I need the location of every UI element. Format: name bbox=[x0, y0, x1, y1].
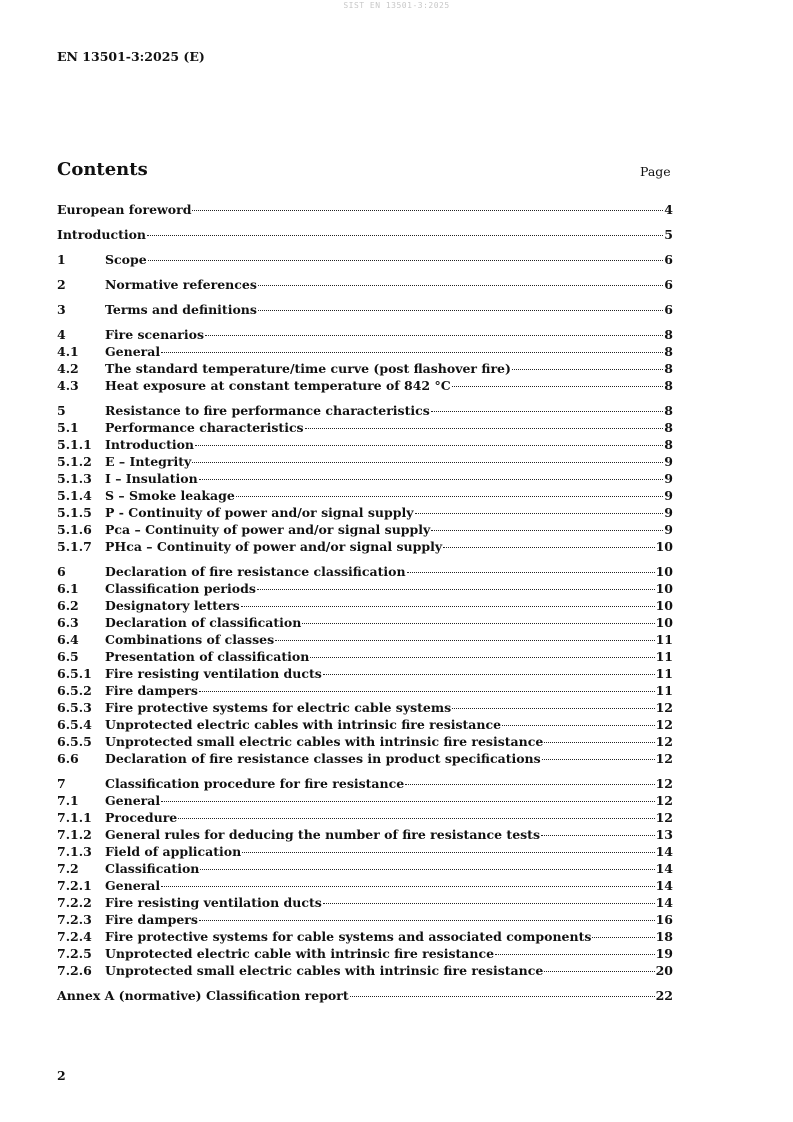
toc-entry[interactable] bbox=[57, 809, 673, 826]
toc-entry-page: 14 bbox=[655, 861, 673, 876]
dot-leader bbox=[323, 903, 655, 904]
toc-entry-number: 7.2.6 bbox=[57, 963, 92, 978]
toc-entry-title: Performance characteristics bbox=[105, 420, 304, 435]
dot-leader bbox=[205, 335, 663, 336]
toc-entry-page: 4 bbox=[664, 202, 673, 217]
toc-entry[interactable] bbox=[57, 504, 673, 521]
toc-entry[interactable] bbox=[57, 201, 673, 218]
toc-entry[interactable] bbox=[57, 699, 673, 716]
toc-entry-number: 6.6 bbox=[57, 751, 79, 766]
toc-entry-title: Declaration of classification bbox=[105, 615, 302, 630]
toc-group bbox=[57, 987, 673, 1004]
toc-entry[interactable] bbox=[57, 419, 673, 436]
toc-entry[interactable] bbox=[57, 843, 673, 860]
toc-entry-number: 4.2 bbox=[57, 361, 79, 376]
toc-entry-number: 3 bbox=[57, 302, 66, 317]
toc-entry-number: 6.3 bbox=[57, 615, 79, 630]
toc-entry[interactable] bbox=[57, 775, 673, 792]
toc-entry[interactable] bbox=[57, 614, 673, 631]
toc-entry-page: 12 bbox=[655, 810, 673, 825]
toc-entry-title: Fire dampers bbox=[105, 912, 198, 927]
dot-leader bbox=[350, 996, 655, 997]
dot-leader bbox=[258, 285, 663, 286]
dot-leader bbox=[257, 589, 655, 590]
dot-leader bbox=[407, 572, 655, 573]
toc-entry-number: 6.1 bbox=[57, 581, 79, 596]
toc-entry-page: 12 bbox=[655, 734, 673, 749]
toc-entry-number: 7.1.3 bbox=[57, 844, 92, 859]
dot-leader bbox=[302, 623, 654, 624]
toc-entry-title: Classification periods bbox=[105, 581, 256, 596]
toc-entry-page: 8 bbox=[664, 361, 673, 376]
page-number: 2 bbox=[57, 1068, 66, 1083]
toc-entry-page: 10 bbox=[655, 615, 673, 630]
toc-entry[interactable] bbox=[57, 987, 673, 1004]
toc-entry-number: 7.1 bbox=[57, 793, 79, 808]
toc-entry-page: 18 bbox=[655, 929, 673, 944]
toc-entry-page: 14 bbox=[655, 844, 673, 859]
dot-leader bbox=[199, 920, 655, 921]
toc-entry-page: 14 bbox=[655, 895, 673, 910]
dot-leader bbox=[592, 937, 654, 938]
toc-entry-number: 5.1.4 bbox=[57, 488, 92, 503]
toc-entry[interactable] bbox=[57, 301, 673, 318]
toc-entry[interactable] bbox=[57, 521, 673, 538]
toc-group bbox=[57, 251, 673, 268]
toc-entry-page: 16 bbox=[655, 912, 673, 927]
toc-entry-number: 6.2 bbox=[57, 598, 79, 613]
toc-entry-page: 13 bbox=[655, 827, 673, 842]
toc-entry-title: S – Smoke leakage bbox=[105, 488, 235, 503]
toc-entry-page: 12 bbox=[655, 751, 673, 766]
dot-leader bbox=[310, 657, 654, 658]
toc-entry-title: I – Insulation bbox=[105, 471, 198, 486]
toc-entry-number: 6.4 bbox=[57, 632, 79, 647]
dot-leader bbox=[161, 886, 654, 887]
toc-entry-number: 7.2.3 bbox=[57, 912, 92, 927]
toc-entry[interactable] bbox=[57, 631, 673, 648]
dot-leader bbox=[431, 530, 663, 531]
toc-entry[interactable] bbox=[57, 945, 673, 962]
toc-entry-title: Classification bbox=[105, 861, 200, 876]
toc-entry[interactable] bbox=[57, 860, 673, 877]
toc-entry-number: 7.2.4 bbox=[57, 929, 92, 944]
toc-entry-title: European foreword bbox=[57, 202, 192, 217]
toc-entry[interactable] bbox=[57, 226, 673, 243]
dot-leader bbox=[242, 852, 654, 853]
toc-entry[interactable] bbox=[57, 436, 673, 453]
toc-entry-number: 6 bbox=[57, 564, 66, 579]
toc-entry-page: 19 bbox=[655, 946, 673, 961]
toc-entry[interactable] bbox=[57, 487, 673, 504]
document-id: EN 13501-3:2025 (E) bbox=[57, 49, 205, 64]
toc-entry-number: 7.2 bbox=[57, 861, 79, 876]
toc-entry-title: Unprotected electric cable with intrinsic fire resistance bbox=[105, 946, 495, 961]
toc-entry-title: Unprotected small electric cables with intrinsic fire resistance bbox=[105, 963, 544, 978]
dot-leader bbox=[544, 742, 654, 743]
dot-leader bbox=[199, 691, 655, 692]
dot-leader bbox=[195, 445, 663, 446]
toc-entry-page: 12 bbox=[655, 700, 673, 715]
toc-entry-title: Declaration of fire resistance classification bbox=[105, 564, 406, 579]
toc-entry-page: 6 bbox=[664, 302, 673, 317]
dot-leader bbox=[147, 235, 663, 236]
toc-entry[interactable] bbox=[57, 326, 673, 343]
toc-group bbox=[57, 226, 673, 243]
contents-title: Contents bbox=[57, 159, 148, 180]
toc-entry-title: Presentation of classification bbox=[105, 649, 310, 664]
toc-entry-title: General bbox=[105, 878, 161, 893]
toc-entry[interactable] bbox=[57, 377, 673, 394]
dot-leader bbox=[452, 708, 654, 709]
toc-entry-title: Pca – Continuity of power and/or signal supply bbox=[105, 522, 431, 537]
toc-entry-page: 9 bbox=[664, 522, 673, 537]
dot-leader bbox=[305, 428, 664, 429]
toc-entry-number: 5 bbox=[57, 403, 66, 418]
toc-entry-number: 1 bbox=[57, 252, 66, 267]
toc-entry-title: PHca – Continuity of power and/or signal supply bbox=[105, 539, 443, 554]
toc-entry[interactable] bbox=[57, 665, 673, 682]
toc-entry-number: 5.1.2 bbox=[57, 454, 92, 469]
dot-leader bbox=[443, 547, 655, 548]
table-of-contents bbox=[57, 201, 673, 1012]
toc-entry-page: 8 bbox=[664, 327, 673, 342]
dot-leader bbox=[542, 759, 655, 760]
toc-entry-number: 6.5.1 bbox=[57, 666, 92, 681]
toc-entry[interactable] bbox=[57, 826, 673, 843]
toc-entry-number: 6.5.3 bbox=[57, 700, 92, 715]
toc-entry-number: 6.5.2 bbox=[57, 683, 92, 698]
dot-leader bbox=[199, 479, 664, 480]
watermark: SIST EN 13501-3:2025 bbox=[343, 1, 450, 10]
toc-entry-page: 6 bbox=[664, 252, 673, 267]
dot-leader bbox=[236, 496, 664, 497]
toc-entry-title: Annex A (normative) Classification report bbox=[57, 988, 349, 1003]
dot-leader bbox=[544, 971, 654, 972]
toc-entry-title: Classification procedure for fire resistance bbox=[105, 776, 405, 791]
toc-entry-page: 14 bbox=[655, 878, 673, 893]
dot-leader bbox=[495, 954, 655, 955]
toc-entry[interactable] bbox=[57, 894, 673, 911]
toc-entry-page: 11 bbox=[655, 683, 673, 698]
dot-leader bbox=[192, 462, 663, 463]
toc-entry-page: 12 bbox=[655, 793, 673, 808]
dot-leader bbox=[200, 869, 654, 870]
toc-entry-number: 2 bbox=[57, 277, 66, 292]
toc-entry-page: 10 bbox=[655, 539, 673, 554]
dot-leader bbox=[512, 369, 663, 370]
toc-entry-page: 10 bbox=[655, 564, 673, 579]
toc-entry-page: 8 bbox=[664, 344, 673, 359]
toc-entry-page: 20 bbox=[655, 963, 673, 978]
toc-entry-page: 5 bbox=[664, 227, 673, 242]
toc-entry[interactable] bbox=[57, 402, 673, 419]
toc-entry-title: General rules for deducing the number of fire resistance tests bbox=[105, 827, 540, 842]
toc-entry-title: E – Integrity bbox=[105, 454, 192, 469]
toc-entry-title: P - Continuity of power and/or signal supply bbox=[105, 505, 414, 520]
toc-entry[interactable] bbox=[57, 648, 673, 665]
dot-leader bbox=[161, 352, 663, 353]
toc-entry-number: 7.2.5 bbox=[57, 946, 92, 961]
toc-group bbox=[57, 402, 673, 555]
toc-entry-title: Fire dampers bbox=[105, 683, 198, 698]
toc-entry-page: 9 bbox=[664, 488, 673, 503]
dot-leader bbox=[541, 835, 655, 836]
toc-group bbox=[57, 201, 673, 218]
toc-entry-title: Fire protective systems for cable systems and associated components bbox=[105, 929, 592, 944]
toc-entry-title: Introduction bbox=[105, 437, 195, 452]
toc-entry-number: 7.2.2 bbox=[57, 895, 92, 910]
toc-entry[interactable] bbox=[57, 276, 673, 293]
dot-leader bbox=[161, 801, 654, 802]
toc-entry-title: Fire protective systems for electric cable systems bbox=[105, 700, 452, 715]
dot-leader bbox=[405, 784, 654, 785]
toc-entry-title: Introduction bbox=[57, 227, 147, 242]
toc-entry-page: 12 bbox=[655, 776, 673, 791]
dot-leader bbox=[241, 606, 655, 607]
toc-entry-title: Field of application bbox=[105, 844, 242, 859]
toc-entry-number: 4.1 bbox=[57, 344, 79, 359]
toc-entry-page: 8 bbox=[664, 420, 673, 435]
toc-entry-title: Fire scenarios bbox=[105, 327, 205, 342]
toc-entry-page: 8 bbox=[664, 437, 673, 452]
toc-entry-title: Scope bbox=[105, 252, 147, 267]
toc-entry[interactable] bbox=[57, 877, 673, 894]
toc-entry-title: Resistance to fire performance characteristics bbox=[105, 403, 430, 418]
toc-entry-number: 6.5.5 bbox=[57, 734, 92, 749]
toc-entry[interactable] bbox=[57, 453, 673, 470]
dot-leader bbox=[148, 260, 664, 261]
dot-leader bbox=[502, 725, 655, 726]
toc-entry-number: 6.5 bbox=[57, 649, 79, 664]
toc-entry[interactable] bbox=[57, 597, 673, 614]
toc-entry-title: Combinations of classes bbox=[105, 632, 275, 647]
toc-entry-page: 6 bbox=[664, 277, 673, 292]
toc-entry-number: 7 bbox=[57, 776, 66, 791]
toc-entry[interactable] bbox=[57, 962, 673, 979]
toc-group bbox=[57, 326, 673, 394]
toc-entry-number: 7.1.2 bbox=[57, 827, 92, 842]
toc-entry[interactable] bbox=[57, 538, 673, 555]
toc-entry-title: Fire resisting ventilation ducts bbox=[105, 895, 322, 910]
page-column-label: Page bbox=[640, 164, 671, 179]
toc-entry[interactable] bbox=[57, 911, 673, 928]
toc-entry-number: 4.3 bbox=[57, 378, 79, 393]
toc-entry-title: Procedure bbox=[105, 810, 178, 825]
toc-group bbox=[57, 301, 673, 318]
dot-leader bbox=[452, 386, 664, 387]
toc-entry-title: Unprotected electric cables with intrinsic fire resistance bbox=[105, 717, 502, 732]
dot-leader bbox=[258, 310, 663, 311]
toc-entry[interactable] bbox=[57, 360, 673, 377]
toc-entry-page: 9 bbox=[664, 471, 673, 486]
toc-entry[interactable] bbox=[57, 733, 673, 750]
toc-entry-title: Normative references bbox=[105, 277, 257, 292]
toc-entry-title: Terms and definitions bbox=[105, 302, 257, 317]
dot-leader bbox=[431, 411, 664, 412]
toc-entry[interactable] bbox=[57, 716, 673, 733]
dot-leader bbox=[192, 210, 663, 211]
toc-entry[interactable] bbox=[57, 792, 673, 809]
toc-entry-number: 5.1.6 bbox=[57, 522, 92, 537]
toc-entry-page: 11 bbox=[655, 632, 673, 647]
toc-entry-title: Designatory letters bbox=[105, 598, 240, 613]
toc-entry[interactable] bbox=[57, 251, 673, 268]
toc-entry-page: 10 bbox=[655, 598, 673, 613]
toc-entry-page: 22 bbox=[655, 988, 673, 1003]
dot-leader bbox=[323, 674, 655, 675]
toc-entry-page: 8 bbox=[664, 403, 673, 418]
toc-entry-title: Fire resisting ventilation ducts bbox=[105, 666, 322, 681]
toc-entry-number: 6.5.4 bbox=[57, 717, 92, 732]
toc-entry-number: 5.1.7 bbox=[57, 539, 92, 554]
toc-entry[interactable] bbox=[57, 682, 673, 699]
toc-entry[interactable] bbox=[57, 343, 673, 360]
toc-entry-page: 11 bbox=[655, 649, 673, 664]
toc-entry-number: 5.1 bbox=[57, 420, 79, 435]
toc-entry-number: 5.1.1 bbox=[57, 437, 92, 452]
toc-entry-number: 7.2.1 bbox=[57, 878, 92, 893]
toc-entry-title: Heat exposure at constant temperature of 842 °C bbox=[105, 378, 451, 393]
toc-entry-title: General bbox=[105, 344, 161, 359]
dot-leader bbox=[415, 513, 664, 514]
toc-entry-number: 7.1.1 bbox=[57, 810, 92, 825]
toc-entry[interactable] bbox=[57, 580, 673, 597]
toc-entry-page: 11 bbox=[655, 666, 673, 681]
toc-entry-number: 5.1.5 bbox=[57, 505, 92, 520]
toc-group bbox=[57, 563, 673, 767]
toc-entry-page: 8 bbox=[664, 378, 673, 393]
toc-entry-page: 10 bbox=[655, 581, 673, 596]
toc-entry-page: 9 bbox=[664, 505, 673, 520]
toc-entry-title: Unprotected small electric cables with intrinsic fire resistance bbox=[105, 734, 544, 749]
toc-entry[interactable] bbox=[57, 470, 673, 487]
toc-group bbox=[57, 276, 673, 293]
toc-entry-title: General bbox=[105, 793, 161, 808]
toc-group bbox=[57, 775, 673, 979]
toc-entry-title: Declaration of fire resistance classes in product specifications bbox=[105, 751, 541, 766]
toc-entry-page: 9 bbox=[664, 454, 673, 469]
toc-entry-number: 5.1.3 bbox=[57, 471, 92, 486]
toc-entry-page: 12 bbox=[655, 717, 673, 732]
toc-entry-number: 4 bbox=[57, 327, 66, 342]
toc-entry-title: The standard temperature/time curve (post flashover fire) bbox=[105, 361, 511, 376]
toc-entry[interactable] bbox=[57, 750, 673, 767]
dot-leader bbox=[275, 640, 654, 641]
toc-entry[interactable] bbox=[57, 563, 673, 580]
toc-entry[interactable] bbox=[57, 928, 673, 945]
dot-leader bbox=[178, 818, 654, 819]
